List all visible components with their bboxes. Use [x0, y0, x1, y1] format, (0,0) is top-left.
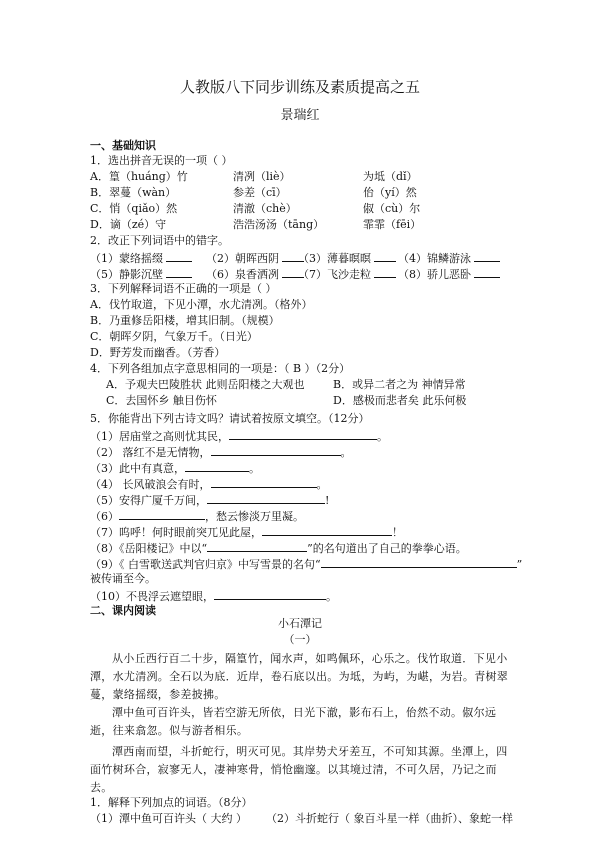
q5-line-10: （10）不畏浮云遮望眼， 。 — [90, 590, 337, 603]
reading-paragraph-3: 潭西南而望，斗折蛇行，明灭可见。其岸势犬牙差互，不可知其源。坐潭上，四面竹树环合，寂寥无人，凄神寒骨，悄怆幽邃。以其境过清，不可久居，乃记之而去。 — [90, 745, 508, 794]
q5-line-8: （8）《岳阳楼记》中以“ ”的名句道出了自己的拳拳心语。 — [90, 542, 467, 555]
reading-title: 小石潭记 — [278, 617, 322, 630]
q6-item-1: （1）潭中鱼可百许头（ 大约 ） — [90, 812, 247, 825]
q3-option-d: D．野芳发而幽香。（芳香） — [90, 346, 226, 359]
q2-item-4: （4）锦鳞游泳 — [398, 250, 500, 266]
q5-line-1: （1）居庙堂之高则忧其民， 。 — [90, 430, 388, 443]
q5-line-2: （2） 落红不是无情物， 。 — [90, 446, 352, 459]
q1-option-a-2: 清冽（liè） — [233, 170, 291, 183]
q6-stem: 1．解释下列加点的词语。（8分） — [90, 796, 253, 809]
q4-option-d: D．感极而悲者矣 此乐何极 — [333, 394, 467, 407]
q1-option-d-3: 霏霏（fēi） — [363, 218, 422, 231]
q1-option-b-3: 佁（yí）然 — [363, 186, 417, 199]
q6-item-2: （2）斗折蛇行（ 象百斗星一样（曲折）、象蛇一样 — [266, 812, 513, 825]
q1-option-d-2: 浩浩汤汤（tāng） — [233, 218, 325, 231]
q2-item-7: （7）飞沙走粒 — [298, 266, 396, 282]
q1-option-c-3: 俶（cù）尔 — [363, 202, 421, 215]
q1-option-c: C．悄（qiǎo）然 — [90, 202, 178, 215]
q3-option-c: C．朝晖夕阴，气象万千。（日光） — [90, 330, 258, 343]
section-heading-reading: 二、课内阅读 — [90, 604, 156, 617]
q4-stem: 4．下列各组加点字意思相同的一项是：（ B ）（2分） — [90, 362, 351, 375]
q5-line-9: （9）《 白雪歌送武判官归京》中写雪景的名句“ ” — [90, 558, 523, 571]
q1-option-b-2: 参差（cī） — [233, 186, 287, 199]
q2-item-5: （5）静影沉壁 — [90, 266, 192, 282]
q3-option-b: B．乃重修岳阳楼，增其旧制。（规模） — [90, 314, 280, 327]
q5-line-9-cont: 被传诵至今。 — [90, 572, 156, 585]
q2-item-6: （6）泉香洒冽 — [206, 266, 304, 282]
q4-option-b: B．或异二者之为 神情异常 — [333, 378, 466, 391]
q5-line-3: （3）此中有真意， 。 — [90, 462, 260, 475]
reading-part: （一） — [283, 633, 317, 646]
q3-stem: 3．下列解释词语不正确的一项是（ ） — [90, 282, 277, 295]
q3-option-a: A．伐竹取道，下见小潭，水尤清冽。（格外） — [90, 298, 313, 311]
q1-option-a: A．篁（huáng）竹 — [90, 170, 188, 183]
q2-item-3: （3）薄暮暝暝 — [298, 250, 396, 266]
q1-option-c-2: 清澈（chè） — [233, 202, 297, 215]
q4-option-a: A．予观夫巴陵胜状 此则岳阳楼之大观也 — [106, 378, 305, 391]
section-heading-basics: 一、基础知识 — [90, 139, 156, 152]
q1-option-a-3: 为坻（dǐ） — [363, 170, 418, 183]
q5-line-7: （7）呜呼！何时眼前突兀见此屋， ！ — [90, 526, 403, 539]
q1-stem: 1．选出拼音无误的一项（ ） — [90, 154, 233, 167]
q5-line-6: （6） ，愁云惨淡万里凝。 — [90, 510, 304, 523]
q2-item-8: （8）骄儿恶卧 — [398, 266, 500, 282]
reading-paragraph-2: 潭中鱼可百许头，皆若空游无所依，日光下澈，影布石上，佁然不动。俶尔远逝，往来翕忽。似与游者相乐。 — [90, 706, 497, 737]
q5-line-4: （4） 长风破浪会有时， 。 — [90, 478, 328, 491]
q1-option-d: D．谪（zé）守 — [90, 218, 167, 231]
author: 景瑞红 — [280, 108, 320, 123]
q4-option-c: C．去国怀乡 触目伤怀 — [106, 394, 217, 407]
q5-line-5: （5）安得广厦千万间， ! — [90, 494, 330, 507]
q2-item-2: （2）朝晖西阴 — [206, 250, 304, 266]
q2-item-1: （1）蒙络摇缀 — [90, 250, 192, 266]
q5-stem: 5．你能背出下列古诗文吗？请试着按原文填空。（12分） — [90, 412, 370, 425]
page-title: 人教版八下同步训练及素质提高之五 — [179, 78, 420, 96]
q2-stem: 2．改正下列词语中的错字。 — [90, 234, 229, 247]
reading-paragraph-1: 从小丘西行百二十步，隔篁竹，闻水声，如鸣佩环，心乐之。伐竹取道．下见小潭，水尤清冽。全石以为底．近岸，卷石底以出。为坻，为屿，为嵁，为岩。青树翠蔓，蒙络摇缀，参差披拂。 — [90, 652, 509, 701]
q1-option-b: B．翠蔓（wàn） — [90, 186, 177, 199]
